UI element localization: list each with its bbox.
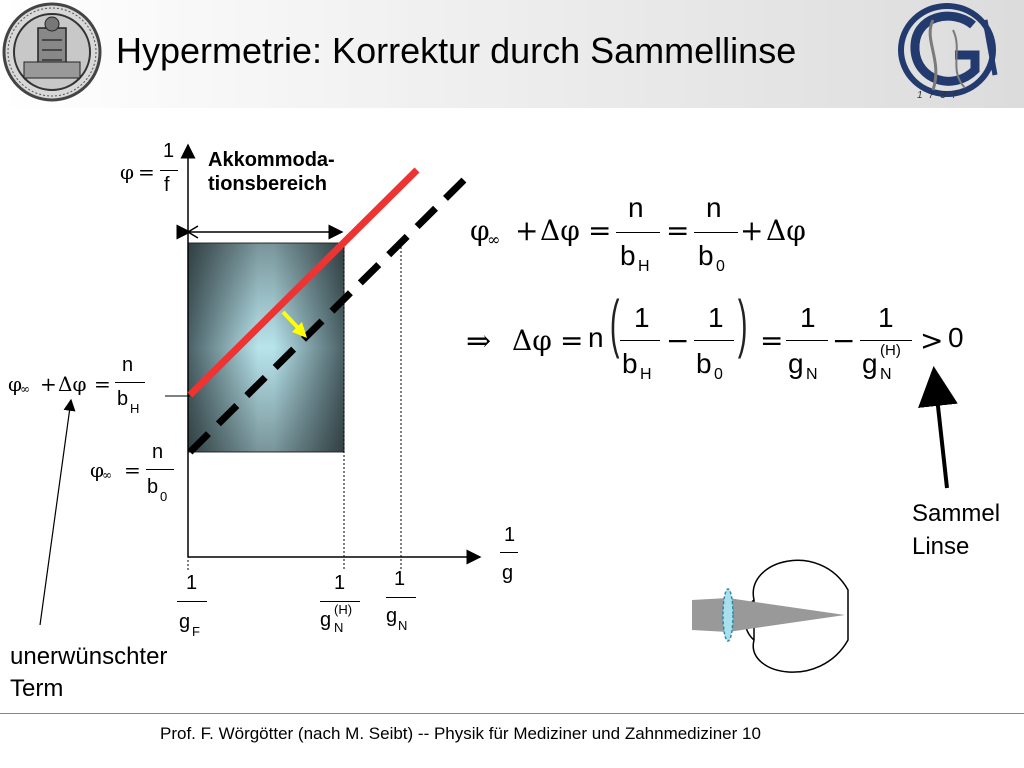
x-tick-gN-bar — [386, 597, 416, 598]
x-tick-gF-den: g — [179, 611, 191, 633]
left-eq1-sub: H — [130, 401, 140, 416]
left-eq2-inf: ∞ — [102, 468, 112, 482]
x-axis-den: g — [502, 562, 514, 584]
annotation-sammel-line1: Sammel — [912, 500, 1001, 527]
x-tick-gNH-num: 1 — [334, 572, 346, 594]
eq2-s2: 0 — [714, 366, 723, 383]
slide-title: Hypermetrie: Korrektur durch Sammellinse — [116, 30, 797, 71]
eq2-s3: N — [806, 366, 818, 383]
eq1-b1: b — [620, 240, 636, 271]
eq2-g4: g — [862, 348, 878, 379]
eq2-eq: = — [560, 324, 584, 357]
eq1-s1: H — [638, 258, 650, 275]
eq2-one1: 1 — [634, 302, 650, 333]
x-tick-gN-sub: N — [398, 618, 408, 633]
left-eq2-den: b — [147, 476, 159, 498]
eq2-bar3 — [786, 340, 828, 341]
eq2-b2: b — [696, 348, 712, 379]
eq2-implies: ⇒ — [466, 324, 492, 359]
eq2-right-paren: ) — [737, 287, 748, 359]
eq2-minus1: − — [666, 324, 690, 357]
y-axis-num: 1 — [163, 140, 175, 162]
left-eq1-phi: φ — [8, 372, 23, 396]
logo-year: 1737 — [917, 90, 964, 101]
eq2-s1: H — [640, 366, 652, 383]
left-eq1-bar — [115, 382, 145, 383]
x-tick-gNH-sup: (H) — [334, 602, 353, 617]
x-tick-gF-num: 1 — [186, 572, 198, 594]
footer-divider — [0, 713, 1024, 714]
eq1-plus: + — [515, 214, 539, 247]
y-axis-phi: φ — [120, 160, 135, 184]
left-eq2-sub: 0 — [160, 489, 168, 504]
eq2-delta: Δφ — [512, 324, 552, 357]
x-tick-gNH-den: g — [320, 609, 332, 631]
eq1-n1: n — [628, 192, 644, 223]
annotation-unerwuenscht-line2: Term — [10, 675, 64, 702]
annotation-unerwuenscht-line1: unerwünschter — [10, 643, 168, 670]
eq2-bar1 — [620, 340, 660, 341]
left-eq2-num: n — [152, 441, 164, 463]
x-axis-num: 1 — [504, 524, 516, 546]
eq2-sup4: (H) — [880, 342, 901, 359]
eq2-s4: N — [880, 366, 892, 383]
left-eq2-eq: = — [124, 458, 141, 482]
eq2-bar4 — [860, 340, 912, 341]
eq2-minus2: − — [832, 324, 856, 357]
annotation-sammel-line2: Linse — [912, 533, 970, 560]
eq1-b2: b — [698, 240, 714, 271]
eq2-g3: g — [788, 348, 804, 379]
eye-schematic — [692, 560, 848, 672]
eq1-bar1 — [616, 232, 660, 233]
range-label-line2: tionsbereich — [208, 173, 327, 195]
y-axis-eq: = — [138, 160, 155, 184]
eq1-eq2: = — [666, 214, 690, 247]
x-tick-gN-num: 1 — [394, 568, 406, 590]
x-tick-gNH-sub: N — [334, 620, 344, 635]
left-eq2-bar — [146, 469, 174, 470]
eq2-one4: 1 — [878, 302, 894, 333]
y-axis-den: f — [164, 174, 170, 196]
left-eq1-eq: = — [94, 372, 111, 396]
eq1-plus2: + — [740, 214, 764, 247]
arrow-sammellinse — [934, 370, 947, 488]
left-eq1-num: n — [122, 354, 134, 376]
left-eq1-plus: + — [40, 372, 57, 396]
eq1-n2: n — [706, 192, 722, 223]
x-tick-gF-bar — [177, 601, 207, 602]
eq1-s2: 0 — [716, 258, 725, 275]
y-axis-fraction-bar — [160, 170, 178, 171]
left-eq1-den: b — [117, 388, 129, 410]
eq2-gt: > — [920, 324, 944, 357]
eq1-bar2 — [694, 232, 738, 233]
eq1-delta2: Δφ — [766, 214, 806, 247]
eq2-bar2 — [694, 340, 734, 341]
eq1-phi: φ — [470, 214, 490, 247]
eq2-b1: b — [622, 348, 638, 379]
x-tick-gN-den: g — [386, 605, 398, 627]
left-eq1-inf: ∞ — [20, 382, 30, 396]
left-eq2-phi: φ — [90, 458, 105, 482]
eq2-n: n — [588, 322, 604, 353]
x-axis-bar — [500, 552, 518, 553]
range-label-line1: Akkommoda- — [208, 149, 335, 171]
eq2-left-paren: ( — [609, 287, 620, 359]
eq2-zero: 0 — [948, 322, 964, 353]
eq2-eq2: = — [760, 324, 784, 357]
eq2-one3: 1 — [800, 302, 816, 333]
eq1-delta: Δφ — [540, 214, 580, 247]
eq1-inf: ∞ — [487, 230, 501, 249]
eq2-one2: 1 — [708, 302, 724, 333]
left-eq1-delta: Δφ — [58, 372, 87, 396]
eq1-eq: = — [588, 214, 612, 247]
x-tick-gF-sub: F — [192, 624, 200, 639]
arrow-unerwuenscht — [40, 400, 71, 625]
footer-text: Prof. F. Wörgötter (nach M. Seibt) -- Physik für Mediziner und Zahnmediziner 10 — [160, 724, 761, 743]
